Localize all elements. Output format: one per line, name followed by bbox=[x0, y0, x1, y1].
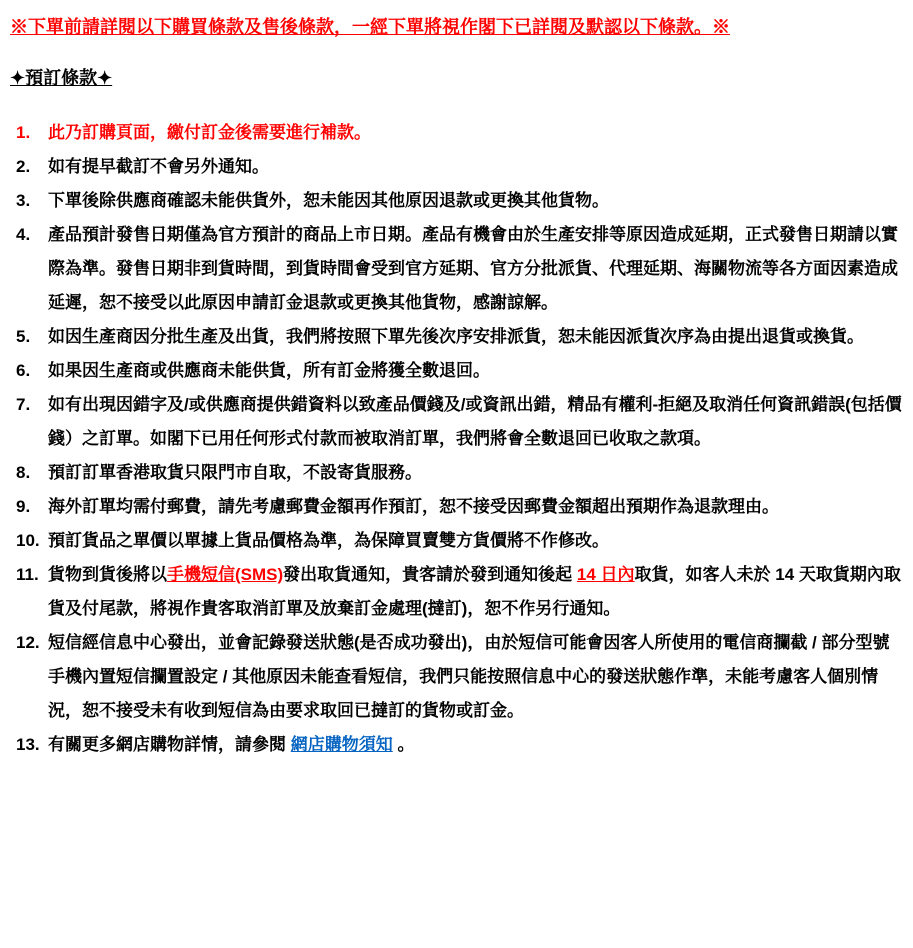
term-item-7 bbox=[8, 388, 905, 456]
term-text: 預訂貨品之單價以單據上貨品價格為準，為保障買賣雙方貨價將不作修改。 bbox=[48, 531, 609, 550]
term-text: 預訂訂單香港取貨只限門市自取，不設寄貨服務。 bbox=[48, 463, 422, 482]
term-item-10 bbox=[8, 524, 905, 558]
term-item-3 bbox=[8, 184, 905, 218]
term-number: 2. bbox=[16, 157, 31, 176]
term-item-8 bbox=[8, 456, 905, 490]
term-item-2 bbox=[8, 150, 905, 184]
term-text: 發出取貨通知，貴客請於發到通知後起 bbox=[283, 565, 577, 584]
term-number: 8. bbox=[16, 463, 31, 482]
term-text: 短信經信息中心發出，並會記錄發送狀態(是否成功發出)，由於短信可能會因客人所使用的電信商攔截 / 部分型號手機內置短信攔置設定 / 其他原因未能查看短信，我們只能按照信息中心的發送狀態作準，未能考慮客人個別情況，恕不接受未有收到短信為由要求取回已撻訂的貨物或訂金。 bbox=[48, 633, 890, 720]
pre-order-warning-notice: ※下單前請詳閱以下購買條款及售後條款，一經下單將視作閣下已詳閱及默認以下條款。※ bbox=[10, 17, 730, 37]
term-text: 下單後除供應商確認未能供貨外，恕未能因其他原因退款或更換其他貨物。 bbox=[48, 191, 609, 210]
term-item-11 bbox=[8, 558, 905, 626]
fourteen-days-highlight: 14 日內 bbox=[576, 565, 635, 584]
term-text: 產品預計發售日期僅為官方預計的商品上市日期。產品有機會由於生產安排等原因造成延期，正式發售日期請以實際為準。發售日期非到貨時間，到貨時間會受到官方延期、官方分批派貨、代理延期、海關物流等各方面因素造成延遲，恕不接受以此原因申請訂金退款或更換其他貨物，感謝諒解。 bbox=[48, 225, 898, 312]
store-shopping-guide-link[interactable]: 網店購物須知 bbox=[290, 735, 393, 754]
term-number: 5. bbox=[16, 327, 31, 346]
term-number: 11. bbox=[16, 565, 39, 584]
term-number: 12. bbox=[16, 633, 40, 652]
term-text: 如有提早截訂不會另外通知。 bbox=[48, 157, 269, 176]
term-number: 7. bbox=[16, 395, 31, 414]
term-text: 如有出現因錯字及/或供應商提供錯資料以致產品價錢及/或資訊出錯，精品有權利-拒絕及取消任何資訊錯誤(包括價錢）之訂單。如閣下已用任何形式付款而被取消訂單，我們將會全數退回已收取之款項。 bbox=[48, 395, 902, 448]
term-number: 1. bbox=[16, 123, 31, 142]
term-text: 。 bbox=[392, 735, 415, 754]
term-text: 取貨，如客人未於 14 天取貨期內取貨及付尾款，將視作貴客取消訂單及放棄訂金處理(撻訂)，恕不作另行通知。 bbox=[48, 565, 901, 618]
term-number: 6. bbox=[16, 361, 31, 380]
section-title-preorder-terms: ✦預訂條款✦ bbox=[10, 68, 113, 88]
term-item-1 bbox=[8, 116, 905, 150]
term-number: 13. bbox=[16, 735, 40, 754]
term-text: 如因生產商因分批生產及出貨，我們將按照下單先後次序安排派貨，恕未能因派貨次序為由提出退貨或換貨。 bbox=[48, 327, 864, 346]
term-item-4 bbox=[8, 218, 905, 320]
term-text: 海外訂單均需付郵費，請先考慮郵費金額再作預訂，恕不接受因郵費金額超出預期作為退款理由。 bbox=[48, 497, 779, 516]
sms-notice-highlight: 手機短信(SMS) bbox=[167, 565, 284, 584]
term-number: 9. bbox=[16, 497, 31, 516]
term-number: 10. bbox=[16, 531, 40, 550]
term-text: 此乃訂購頁面，繳付訂金後需要進行補款。 bbox=[48, 123, 371, 142]
term-text: 貨物到貨後將以 bbox=[48, 565, 167, 584]
term-text: 有關更多網店購物詳情，請參閱 bbox=[48, 735, 291, 754]
term-text: 如果因生產商或供應商未能供貨，所有訂金將獲全數退回。 bbox=[48, 361, 490, 380]
terms-list bbox=[8, 116, 905, 762]
term-number: 4. bbox=[16, 225, 31, 244]
term-item-13 bbox=[8, 728, 905, 762]
term-item-5 bbox=[8, 320, 905, 354]
term-item-12 bbox=[8, 626, 905, 728]
term-number: 3. bbox=[16, 191, 31, 210]
term-item-6 bbox=[8, 354, 905, 388]
term-item-9 bbox=[8, 490, 905, 524]
